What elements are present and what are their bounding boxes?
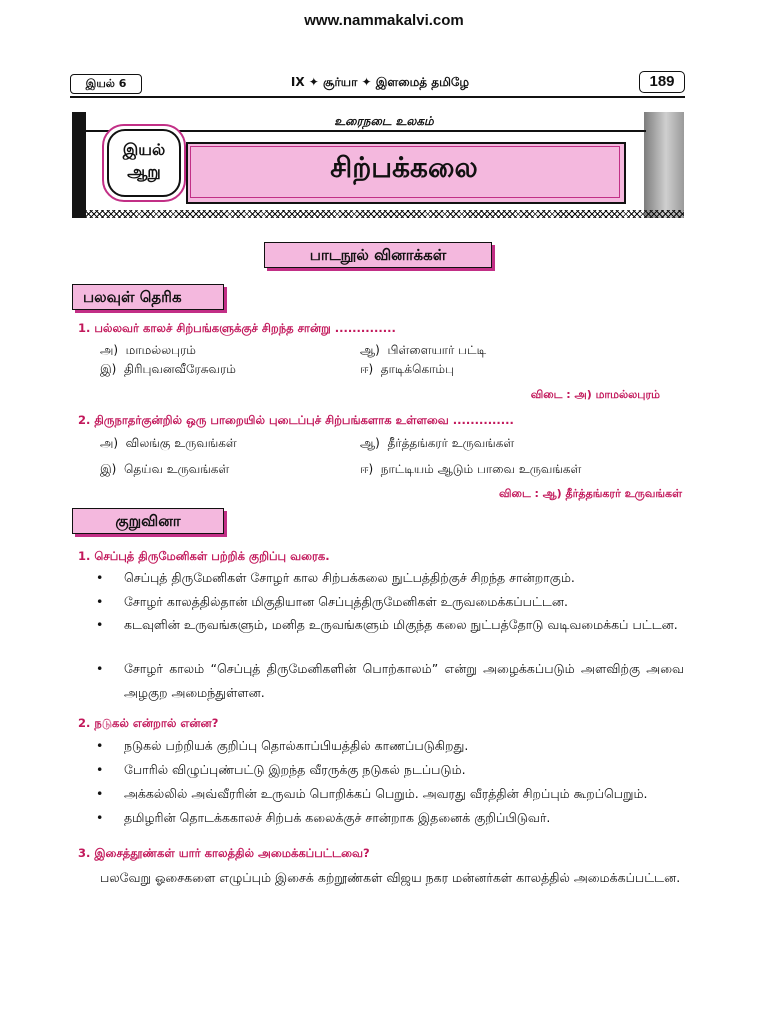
short-answer-3: பலவேறு ஓசைகளை எழுப்பும் இசைக் கற்றூண்கள் விஜய நகர மன்னர்கள் காலத்தில் அமைக்கப்பட்டன. <box>100 870 681 885</box>
list-item: • சோழர் காலம் “செப்புத் திருமேனிகளின் பொற்காலம்” என்று அழைக்கப்படும் அளவிற்கு அவை அழகுற அமைந்துள்ளன. <box>96 661 684 700</box>
chapter-label: இயல் 6 <box>70 74 142 94</box>
mcq1-option-d: ஈ) தாடிக்கொம்பு <box>360 362 454 376</box>
mcq2-option-c: இ) தெய்வ உருவங்கள் <box>100 462 230 476</box>
list-item: • தமிழரின் தொடக்ககாலச் சிற்பக் கலைக்குச் சான்றாக இதனைக் குறிப்பிடுவர். <box>96 810 551 825</box>
short-question-2: 2. நடுகல் என்றால் என்ன? <box>78 716 219 730</box>
short-question-3: 3. இசைத்தூண்கள் யார் காலத்தில் அமைக்கப்பட்டவை? <box>78 846 370 860</box>
mcq2-option-b: ஆ) தீர்த்தங்கரர் உருவங்கள் <box>360 436 515 450</box>
list-item: • செப்புத் திருமேனிகள் சோழர் கால சிற்பக்கலை நுட்பத்திற்குச் சிறந்த சான்றாகும். <box>96 570 575 585</box>
page-number: 189 <box>639 71 685 93</box>
chapter-title: சிற்பக்கலை <box>330 151 478 184</box>
mcq2-answer: விடை : ஆ) தீர்த்தங்கரர் உருவங்கள் <box>499 487 682 500</box>
mcq1-answer: விடை : அ) மாமல்லபுரம் <box>530 388 660 401</box>
list-item: • சோழர் காலத்தில்தான் மிகுதியான செப்புத்திருமேனிகள் உருவமைக்கப்பட்டன. <box>96 594 568 609</box>
mcq1-option-a: அ) மாமல்லபுரம் <box>100 343 196 357</box>
short-answer-heading: குறுவினா <box>72 508 224 534</box>
running-header <box>70 74 685 98</box>
short-question-1: 1. செப்புத் திருமேனிகள் பற்றிக் குறிப்பு வரைக. <box>78 549 330 563</box>
mcq1-option-c: இ) திரிபுவனவீரேசுவரம் <box>100 362 236 376</box>
list-item: • கடவுளின் உருவங்களும், மனித உருவங்களும் மிகுந்த கலை நுட்பத்தோடு வடிவமைக்கப் பட்டன. <box>96 617 678 632</box>
mcq-question-1: 1. பல்லவர் காலச் சிற்பங்களுக்குச் சிறந்த சான்று .............. <box>78 321 396 335</box>
chapter-badge-line1: இயல் <box>122 140 166 159</box>
mcq2-option-d: ஈ) நாட்டியம் ஆடும் பாவை உருவங்கள் <box>360 462 582 476</box>
chapter-badge-line2: ஆறு <box>127 162 161 181</box>
mcq2-option-a: அ) விலங்கு உருவங்கள் <box>100 436 237 450</box>
list-item: • நடுகல் பற்றியக் குறிப்பு தொல்காப்பியத்தில் காணப்படுகிறது. <box>96 738 469 753</box>
book-title: IX ✦ சூர்யா ✦ இளமைத் தமிழே <box>290 75 470 89</box>
section-title: பாடநூல் வினாக்கள் <box>264 242 492 268</box>
mcq-question-2: 2. திருநாதர்குன்றில் ஒரு பாறையில் புடைப்புச் சிற்பங்களாக உள்ளவை .............. <box>78 413 514 427</box>
banner-border-pattern <box>86 210 684 218</box>
mcq-heading: பலவுள் தெரிக <box>72 284 224 310</box>
list-item: • போரில் விழுப்புண்பட்டு இறந்த வீரருக்கு நடுகல் நடப்படும். <box>96 762 466 777</box>
mcq1-option-b: ஆ) பிள்ளையார் பட்டி <box>360 343 487 357</box>
chapter-badge <box>107 129 181 197</box>
list-item: • அக்கல்லில் அவ்வீரரின் உருவம் பொறிக்கப் பெறும். அவரது வீரத்தின் சிறப்பும் கூறப்பெறும். <box>96 786 648 801</box>
site-url: www.nammakalvi.com <box>304 12 464 29</box>
banner-subtitle: உரைநடை உலகம் <box>334 114 434 128</box>
